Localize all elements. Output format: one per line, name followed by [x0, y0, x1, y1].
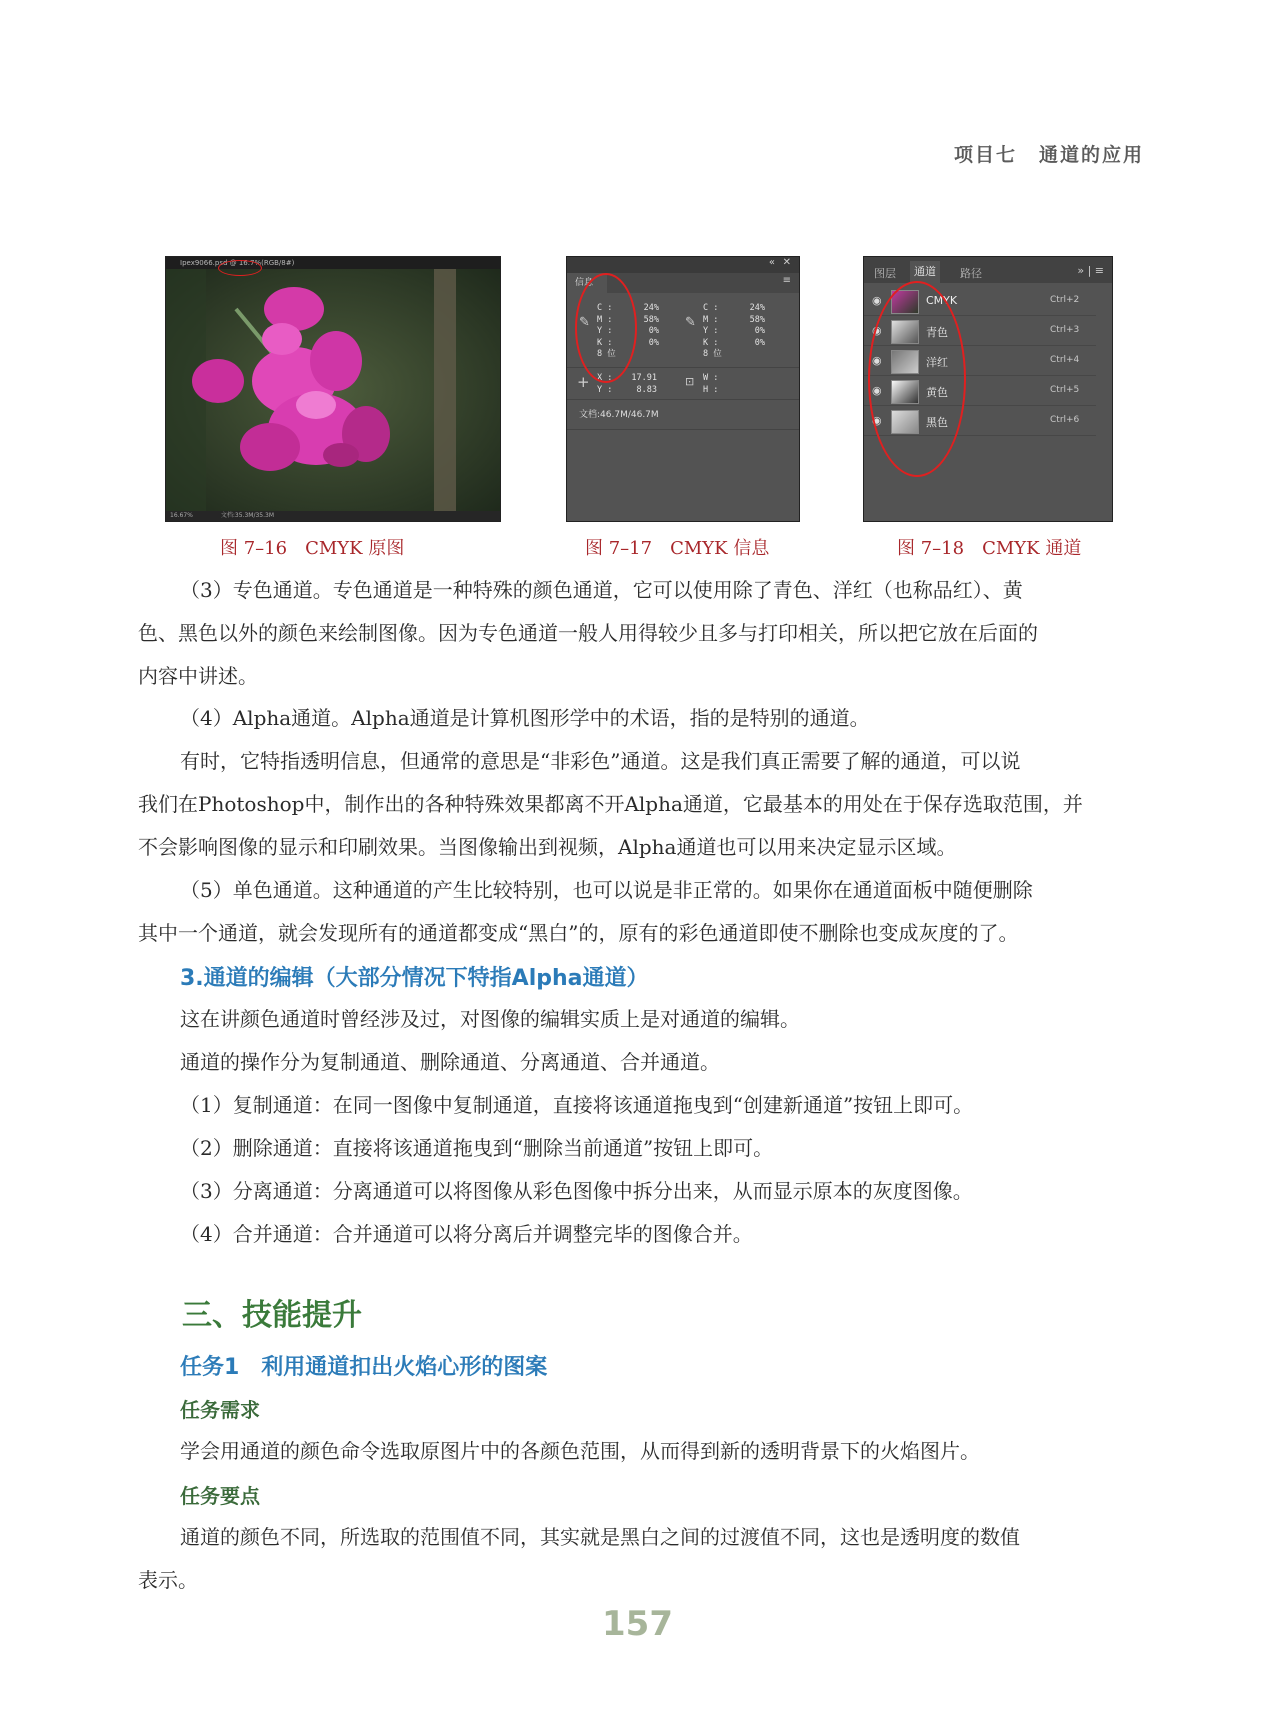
- image-window-title: Ipex9066.psd @ 16.7%(RGB/8#): [180, 259, 295, 267]
- xy-labels: X : Y :: [597, 373, 613, 395]
- crosshair-icon: +: [577, 373, 590, 391]
- channel-name: 黄色: [926, 386, 948, 399]
- paragraph-line: 色、黑色以外的颜色来绘制图像。因为专色通道一般人用得较少且多与打印相关，所以把它放在后面的: [138, 621, 1038, 645]
- doc-size: 文档:46.7M/46.7M: [579, 410, 659, 420]
- paragraph-line: （2）删除通道：直接将该通道拖曳到“删除当前通道”按钮上即可。: [180, 1136, 774, 1160]
- paragraph-line: （4）Alpha通道。Alpha通道是计算机图形学中的术语，指的是特别的通道。: [180, 706, 870, 730]
- highlight-oval: [218, 260, 262, 276]
- right-color-labels: C : M : Y : K : 8 位: [703, 303, 722, 359]
- section-heading: 三、技能提升: [182, 1298, 362, 1333]
- panel-tabs: [864, 257, 1112, 283]
- highlight-oval: [575, 273, 637, 383]
- collapse-icon[interactable]: «: [768, 257, 775, 268]
- paragraph-line: （3）专色通道。专色通道是一种特殊的颜色通道，它可以使用除了青色、洋红（也称品红）、黄: [180, 578, 1023, 602]
- paragraph-line: 通道的颜色不同，所选取的范围值不同，其实就是黑白之间的过渡值不同，这也是透明度的数值: [180, 1525, 1020, 1549]
- paragraph-line: 通道的操作分为复制通道、删除通道、分离通道、合并通道。: [180, 1050, 720, 1074]
- paragraph-line: 其中一个通道，就会发现所有的通道都变成“黑白”的，原有的彩色通道即使不删除也变成灰度的了。: [138, 921, 1019, 945]
- eye-icon[interactable]: ◉: [872, 294, 882, 307]
- status-doc-size: 文档:35.3M/35.3M: [220, 512, 275, 519]
- eye-icon[interactable]: ◉: [872, 324, 882, 337]
- flower-photo: [166, 269, 500, 511]
- left-color-labels: C : M : Y : K : 8 位: [597, 303, 616, 359]
- channel-shortcut: Ctrl+4: [1050, 355, 1080, 365]
- paragraph-line: （5）单色通道。这种通道的产生比较特别，也可以说是非正常的。如果你在通道面板中随便删除: [180, 878, 1033, 902]
- task-heading: 任务1 利用通道扣出火焰心形的图案: [180, 1355, 548, 1380]
- paragraph-line: （4）合并通道：合并通道可以将分离后并调整完毕的图像合并。: [180, 1222, 753, 1246]
- paragraph-line: （1）复制通道：在同一图像中复制通道，直接将该通道拖曳到“创建新通道”按钮上即可。: [180, 1093, 974, 1117]
- close-icon[interactable]: ✕: [782, 257, 791, 268]
- channel-shortcut: Ctrl+6: [1050, 415, 1080, 425]
- paragraph-line: 这在讲颜色通道时曾经涉及过，对图像的编辑实质上是对通道的编辑。: [180, 1007, 800, 1031]
- channel-name: 洋红: [926, 356, 948, 369]
- channel-name: 黑色: [926, 416, 948, 429]
- task-requirement-heading: 任务需求: [180, 1398, 260, 1422]
- tab-channels[interactable]: 通道: [910, 261, 940, 283]
- figure-info-panel: [566, 256, 800, 522]
- image-window-titlebar: [166, 257, 500, 269]
- paragraph-line: 表示。: [138, 1568, 198, 1592]
- paragraph-line: 学会用通道的颜色命令选取原图片中的各颜色范围，从而得到新的透明背景下的火焰图片。: [180, 1439, 980, 1463]
- eyedropper-icon-2: ✎: [685, 315, 696, 330]
- page-number: 157: [602, 1604, 673, 1644]
- tab-layers[interactable]: 图层: [874, 267, 896, 280]
- paragraph-line: 不会影响图像的显示和印刷效果。当图像输出到视频，Alpha通道也可以用来决定显示区域。: [138, 835, 957, 859]
- paragraph-line: 内容中讲述。: [138, 664, 258, 688]
- eye-icon[interactable]: ◉: [872, 384, 882, 397]
- channel-shortcut: Ctrl+3: [1050, 325, 1080, 335]
- status-zoom: 16.67%: [170, 512, 193, 519]
- right-color-values: 24% 58% 0% 0%: [749, 303, 765, 348]
- caption-fig-7-17: 图 7–17 CMYK 信息: [585, 538, 770, 559]
- channel-shortcut: Ctrl+5: [1050, 385, 1080, 395]
- eyedropper-icon: ✎: [579, 315, 590, 330]
- paragraph-line: （3）分离通道：分离通道可以将图像从彩色图像中拆分出来，从而显示原本的灰度图像。: [180, 1179, 973, 1203]
- panel-menu-icon[interactable]: » | ≡: [1077, 264, 1104, 277]
- channel-shortcut: Ctrl+2: [1050, 295, 1080, 305]
- header-project: 项目七: [953, 144, 1017, 166]
- running-header: [954, 140, 1144, 167]
- wh-labels: W : H :: [703, 373, 719, 395]
- task-keypoints-heading: 任务要点: [180, 1484, 260, 1508]
- header-title: 通道的应用: [1038, 144, 1144, 166]
- paragraph-line: 有时，它特指透明信息，但通常的意思是“非彩色”通道。这是我们真正需要了解的通道，可以说: [180, 749, 1021, 773]
- channel-name: 青色: [926, 326, 948, 339]
- highlight-oval: [868, 281, 966, 477]
- selection-size-icon: ⊡: [685, 375, 695, 388]
- caption-fig-7-18: 图 7–18 CMYK 通道: [897, 538, 1082, 559]
- figure-cmyk-original: [165, 256, 501, 522]
- eye-icon[interactable]: ◉: [872, 414, 882, 427]
- left-color-values: 24% 58% 0% 0%: [643, 303, 659, 348]
- subsection-heading: 3.通道的编辑（大部分情况下特指Alpha通道）: [180, 966, 649, 991]
- channel-name: CMYK: [926, 294, 958, 307]
- xy-values: 17.91 8.83: [631, 373, 657, 395]
- tab-paths[interactable]: 路径: [960, 267, 982, 280]
- caption-fig-7-16: 图 7–16 CMYK 原图: [220, 538, 405, 559]
- image-window-statusbar: [166, 511, 500, 521]
- tab-info[interactable]: 信息: [575, 278, 594, 288]
- paragraph-line: 我们在Photoshop中，制作出的各种特殊效果都离不开Alpha通道，它最基本的用处在于保存选取范围，并: [138, 792, 1083, 816]
- panel-topbar: [567, 257, 799, 273]
- panel-menu-icon[interactable]: ≡: [782, 275, 791, 286]
- eye-icon[interactable]: ◉: [872, 354, 882, 367]
- figure-channels-panel: [863, 256, 1113, 522]
